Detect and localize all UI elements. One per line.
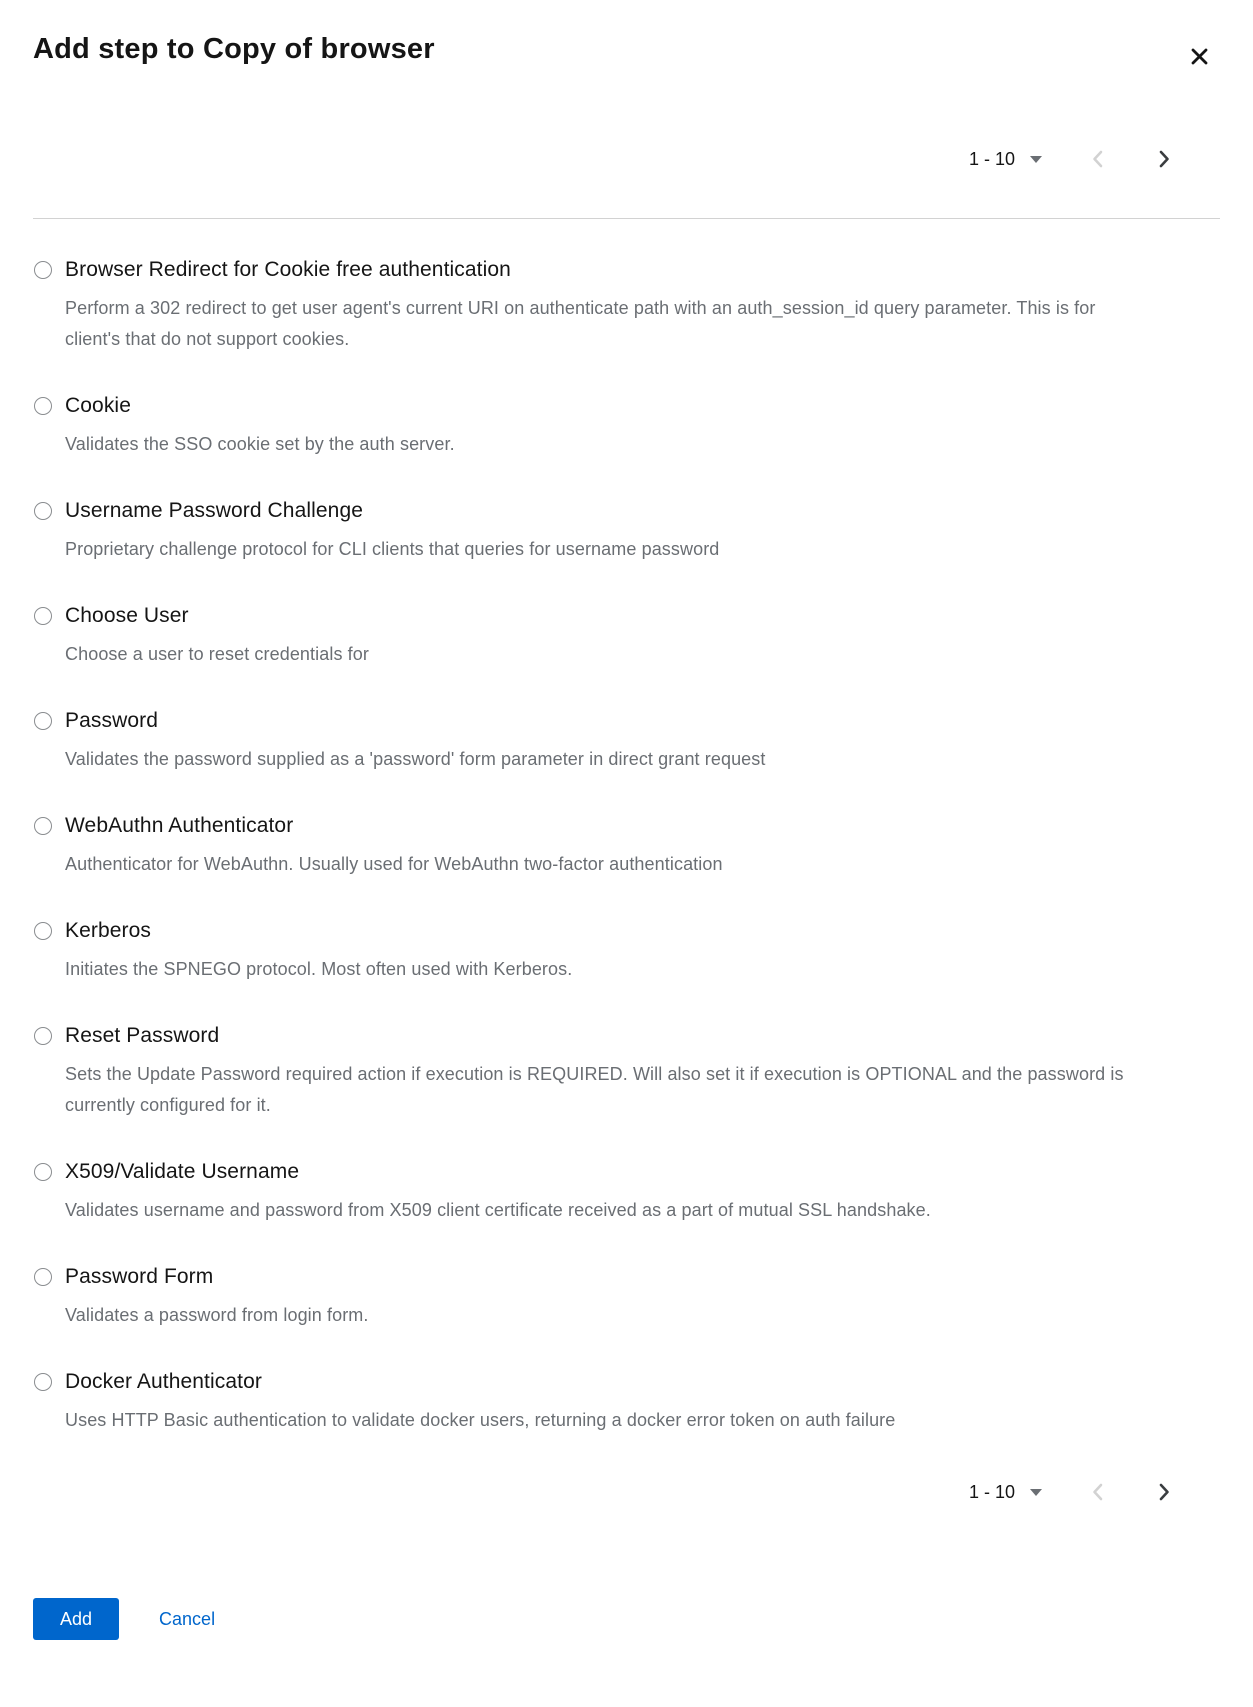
step-radio[interactable] [34, 1163, 52, 1181]
step-name[interactable]: Reset Password [65, 1024, 220, 1047]
pagination-range-toggle[interactable] [967, 145, 1044, 174]
step-head [34, 1264, 1220, 1290]
step-head [34, 498, 1220, 524]
step-radio[interactable] [34, 397, 52, 415]
step-description: Initiates the SPNEGO protocol. Most often used with Kerberos. [65, 959, 573, 979]
pagination-bottom [33, 1474, 1220, 1510]
cancel-button[interactable]: Cancel [159, 1608, 216, 1629]
step-head [34, 603, 1220, 629]
pagination-prev-button[interactable] [1082, 144, 1113, 174]
step-description: Perform a 302 redirect to get user agent's current URI on authenticate path with an auth_session_id query parameter. This is for client's that do not support cookies. [65, 298, 1096, 349]
angle-left-icon [1092, 1483, 1103, 1501]
pagination-next-button[interactable] [1149, 144, 1180, 174]
step-name[interactable]: Browser Redirect for Cookie free authentication [65, 258, 511, 281]
step-description: Proprietary challenge protocol for CLI clients that queries for username password [65, 539, 720, 559]
pagination-next-button[interactable] [1149, 1477, 1180, 1507]
step-name[interactable]: X509/Validate Username [65, 1160, 300, 1183]
step-head [34, 708, 1220, 734]
step-list-item[interactable] [34, 1369, 1220, 1436]
step-name[interactable]: Username Password Challenge [65, 499, 364, 522]
step-list-item[interactable] [34, 1159, 1220, 1226]
close-icon [1190, 47, 1209, 66]
angle-right-icon [1159, 150, 1170, 168]
step-name[interactable]: Password Form [65, 1265, 214, 1288]
page-title: Add step to Copy of browser [33, 33, 435, 65]
pagination-range-toggle[interactable] [967, 1478, 1044, 1507]
step-list-item[interactable] [34, 393, 1220, 460]
step-description: Validates a password from login form. [65, 1305, 369, 1325]
angle-right-icon [1159, 1483, 1170, 1501]
step-radio[interactable] [34, 502, 52, 520]
step-radio[interactable] [34, 607, 52, 625]
step-list-item[interactable] [34, 1264, 1220, 1331]
step-description: Validates the password supplied as a 'password' form parameter in direct grant request [65, 749, 766, 769]
step-name[interactable]: Choose User [65, 604, 189, 627]
step-head [34, 1023, 1220, 1049]
step-head [34, 1159, 1220, 1185]
pagination-prev-button[interactable] [1082, 1477, 1113, 1507]
pagination-range-label: 1 - 10 [968, 148, 1015, 169]
step-description: Uses HTTP Basic authentication to validate docker users, returning a docker error token on auth failure [65, 1410, 896, 1430]
pagination-range-label: 1 - 10 [968, 1481, 1015, 1502]
step-radio[interactable] [34, 261, 52, 279]
caret-down-icon [1030, 156, 1042, 163]
step-list-item[interactable] [34, 257, 1220, 355]
step-name[interactable]: WebAuthn Authenticator [65, 814, 294, 837]
step-head [34, 813, 1220, 839]
step-head [34, 1369, 1220, 1395]
step-radio[interactable] [34, 712, 52, 730]
step-name[interactable]: Kerberos [65, 919, 152, 942]
step-name[interactable]: Docker Authenticator [65, 1370, 262, 1393]
step-head [34, 257, 1220, 283]
step-description: Authenticator for WebAuthn. Usually used for WebAuthn two-factor authentication [65, 854, 723, 874]
step-list-item[interactable] [34, 1023, 1220, 1121]
add-button[interactable]: Add [33, 1598, 119, 1640]
step-radio[interactable] [34, 817, 52, 835]
step-description: Choose a user to reset credentials for [65, 644, 369, 664]
step-list-item[interactable] [34, 708, 1220, 775]
step-list-item[interactable] [34, 918, 1220, 985]
close-button[interactable] [1183, 40, 1215, 72]
step-head [34, 918, 1220, 944]
step-list-item[interactable] [34, 498, 1220, 565]
step-radio[interactable] [34, 1268, 52, 1286]
angle-left-icon [1092, 150, 1103, 168]
pagination-top [33, 141, 1220, 177]
step-list [33, 257, 1220, 1436]
step-list-item[interactable] [34, 813, 1220, 880]
step-head [34, 393, 1220, 419]
step-name[interactable]: Cookie [65, 394, 131, 417]
step-radio[interactable] [34, 1373, 52, 1391]
step-radio[interactable] [34, 922, 52, 940]
step-description: Sets the Update Password required action if execution is REQUIRED. Will also set it if execution is OPTIONAL and the password is currently configured for it. [65, 1064, 1124, 1115]
step-radio[interactable] [34, 1027, 52, 1045]
step-description: Validates the SSO cookie set by the auth server. [65, 434, 455, 454]
modal-footer [33, 1598, 1220, 1640]
step-description: Validates username and password from X509 client certificate received as a part of mutual SSL handshake. [65, 1200, 931, 1220]
step-list-item[interactable] [34, 603, 1220, 670]
caret-down-icon [1030, 1489, 1042, 1496]
header-divider [33, 218, 1220, 219]
step-name[interactable]: Password [65, 709, 159, 732]
